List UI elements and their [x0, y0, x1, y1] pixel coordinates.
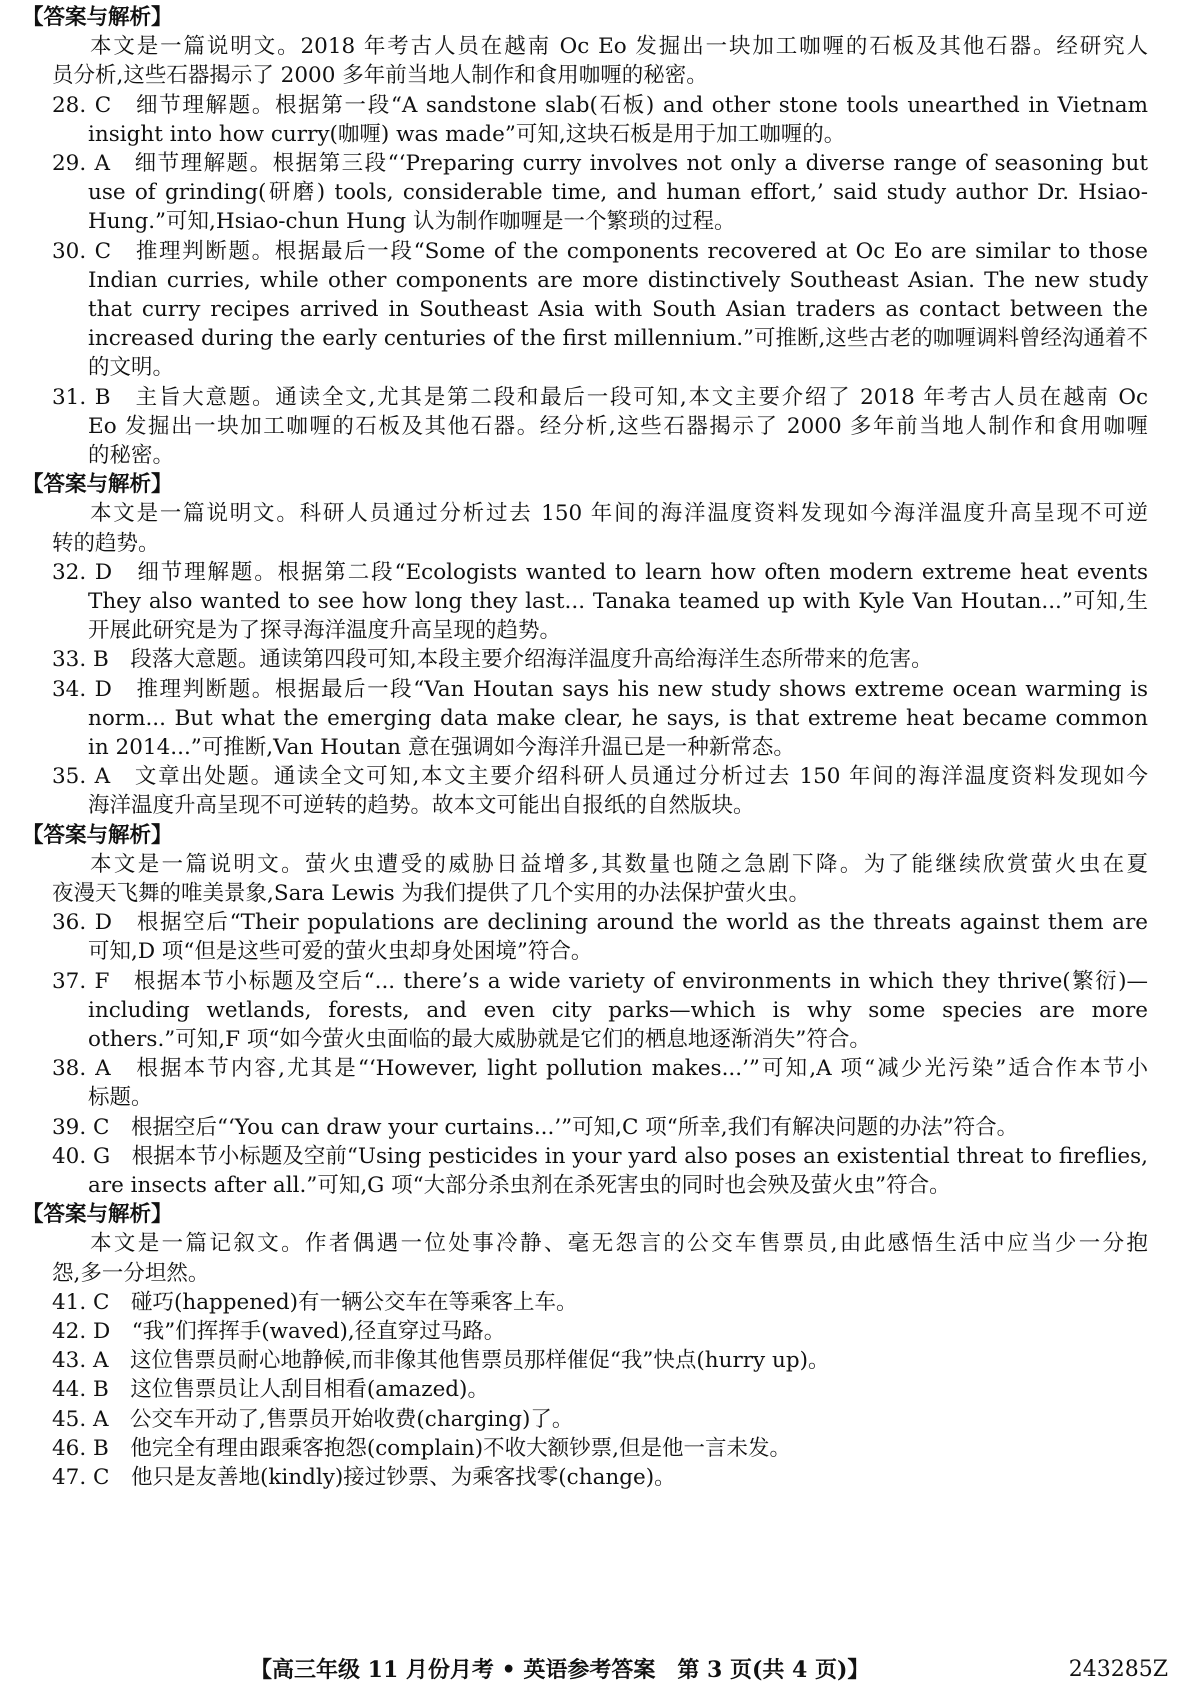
answer-line: in 2014...”可推断,Van Houtan 意在强调如今海洋升温已是一种新常态。 — [88, 735, 795, 760]
answer-line: 怨,多一分坦然。 — [52, 1260, 210, 1286]
answer-line: 的文明。 — [88, 355, 175, 381]
answer-line: increased during the early centuries of the first millennium.”可推断,这些古老的咖喱调料曾经沟通着不 — [88, 326, 1148, 352]
answer-line: 标题。 — [88, 1085, 153, 1111]
answer-line: 41. C 碰巧(happened)有一辆公交车在等乘客上车。 — [52, 1289, 578, 1315]
section-heading: 【答案与解析】 — [22, 822, 173, 848]
footer-title: 【高三年级 11 月份月考 • 英语参考答案 第 3 页(共 4 页)】 — [250, 1657, 870, 1683]
answer-line: 31. B 主旨大意题。通读全文,尤其是第二段和最后一段可知,本文主要介绍了 2018 年考古人员在越南 Oc — [52, 384, 1148, 410]
section-heading: 【答案与解析】 — [22, 5, 173, 30]
answer-line: 45. A 公交车开动了,售票员开始收费(charging)了。 — [52, 1406, 574, 1432]
footer-code: 243285Z — [1068, 1657, 1168, 1682]
answer-line: 43. A 这位售票员耐心地静候,而非像其他售票员那样催促“我”快点(hurry up)。 — [52, 1348, 830, 1374]
answer-line: 46. B 他完全有理由跟乘客抱怨(complain)不收大额钞票,但是他一言未发。 — [52, 1435, 791, 1461]
answer-line: that curry recipes arrived in Southeast Asia with South Asian traders as contact between the — [88, 297, 1148, 322]
answer-line: 30. C 推理判断题。根据最后一段“Some of the components recovered at Oc Eo are similar to those — [52, 238, 1148, 264]
section-summary-line: 本文是一篇说明文。2018 年考古人员在越南 Oc Eo 发掘出一块加工咖喱的石板及其他石器。经研究人 — [90, 34, 1148, 60]
answer-line: norm... But what the emerging data make clear, he says, is that extreme heat became common — [88, 705, 1148, 731]
answer-line: 28. C 细节理解题。根据第一段“A sandstone slab(石板) and other stone tools unearthed in Vietnam — [52, 92, 1148, 118]
answer-line: 47. C 他只是友善地(kindly)接过钞票、为乘客找零(change)。 — [52, 1465, 676, 1490]
section-summary-line: 本文是一篇说明文。科研人员通过分析过去 150 年间的海洋温度资料发现如今海洋温度升高呈现不可逆 — [90, 501, 1148, 527]
answer-line: 的秘密。 — [88, 443, 175, 468]
answer-line: 开展此研究是为了探寻海洋温度升高呈现的趋势。 — [88, 618, 562, 644]
section-summary-line: 本文是一篇记叙文。作者偶遇一位处事冷静、毫无怨言的公交车售票员,由此感悟生活中应当少一分抱 — [90, 1231, 1148, 1257]
answer-line: 36. D 根据空后“Their populations are declining around the world as the threats against them are — [52, 910, 1148, 936]
answer-line: are insects after all.”可知,G 项“大部分杀虫剂在杀死害虫的同时也会殃及萤火虫”符合。 — [88, 1173, 951, 1198]
answer-line: 员分析,这些石器揭示了 2000 多年前当地人制作和食用咖喱的秘密。 — [52, 63, 708, 89]
answer-line: 29. A 细节理解题。根据第三段“‘Preparing curry involves not only a diverse range of seasoning but — [52, 151, 1148, 176]
answer-line: Eo 发掘出一块加工咖喱的石板及其他石器。经分析,这些石器揭示了 2000 多年前当地人制作和食用咖喱 — [88, 413, 1148, 439]
answer-line: 38. A 根据本节内容,尤其是“‘However, light pollution makes...’”可知,A 项“减少光污染”适合作本节小 — [52, 1056, 1148, 1082]
page-footer — [0, 1652, 1200, 1692]
section-heading: 【答案与解析】 — [22, 472, 173, 498]
answer-line: 44. B 这位售票员让人刮目相看(amazed)。 — [52, 1377, 489, 1403]
answer-line: 夜漫天飞舞的唯美景象,Sara Lewis 为我们提供了几个实用的办法保护萤火虫。 — [52, 881, 810, 906]
answer-line: 34. D 推理判断题。根据最后一段“Van Houtan says his new study shows extreme ocean warming is — [52, 676, 1148, 702]
answer-line: 39. C 根据空后“‘You can draw your curtains...’”可知,C 项“所幸,我们有解决问题的办法”符合。 — [52, 1114, 1019, 1140]
answer-line: including wetlands, forests, and even city parks—which is why some species are more — [88, 997, 1148, 1023]
answer-line: 33. B 段落大意题。通读第四段可知,本段主要介绍海洋温度升高给海洋生态所带来的危害。 — [52, 647, 933, 673]
answer-line: 40. G 根据本节小标题及空前“Using pesticides in your yard also poses an existential threat to fireflies, — [52, 1143, 1148, 1169]
answer-line: 42. D “我”们挥挥手(waved),径直穿过马路。 — [52, 1319, 506, 1344]
answer-line: 37. F 根据本节小标题及空后“... there’s a wide variety of environments in which they thrive(繁衍)— — [52, 968, 1148, 994]
answer-line: use of grinding(研磨) tools, considerable time, and human effort,’ said study author Dr. Hsiao- — [88, 180, 1148, 206]
section-summary-line: 本文是一篇说明文。萤火虫遭受的威胁日益增多,其数量也随之急剧下降。为了能继续欣赏萤火虫在夏 — [90, 851, 1148, 877]
answer-line: They also wanted to see how long they last... Tanaka teamed up with Kyle Van Houtan...”可知,生 — [88, 589, 1148, 614]
answer-line: 32. D 细节理解题。根据第二段“Ecologists wanted to learn how often modern extreme heat events — [52, 559, 1148, 585]
answer-line: 海洋温度升高呈现不可逆转的趋势。故本文可能出自报纸的自然版块。 — [88, 793, 755, 819]
answer-line: Indian curries, while other components are more distinctively Southeast Asian. The new study — [88, 267, 1148, 293]
section-heading: 【答案与解析】 — [22, 1202, 173, 1228]
answer-line: insight into how curry(咖喱) was made”可知,这块石板是用于加工咖喱的。 — [88, 121, 846, 147]
answer-line: 转的趋势。 — [52, 530, 160, 556]
answer-line: others.”可知,F 项“如今萤火虫面临的最大威胁就是它们的栖息地逐渐消失”符合。 — [88, 1027, 871, 1052]
answer-line: 35. A 文章出处题。通读全文可知,本文主要介绍科研人员通过分析过去 150 年间的海洋温度资料发现如今 — [52, 764, 1148, 790]
answer-line: Hung.”可知,Hsiao-chun Hung 认为制作咖喱是一个繁琐的过程。 — [88, 209, 736, 235]
answer-line: 可知,D 项“但是这些可爱的萤火虫却身处困境”符合。 — [88, 939, 593, 965]
